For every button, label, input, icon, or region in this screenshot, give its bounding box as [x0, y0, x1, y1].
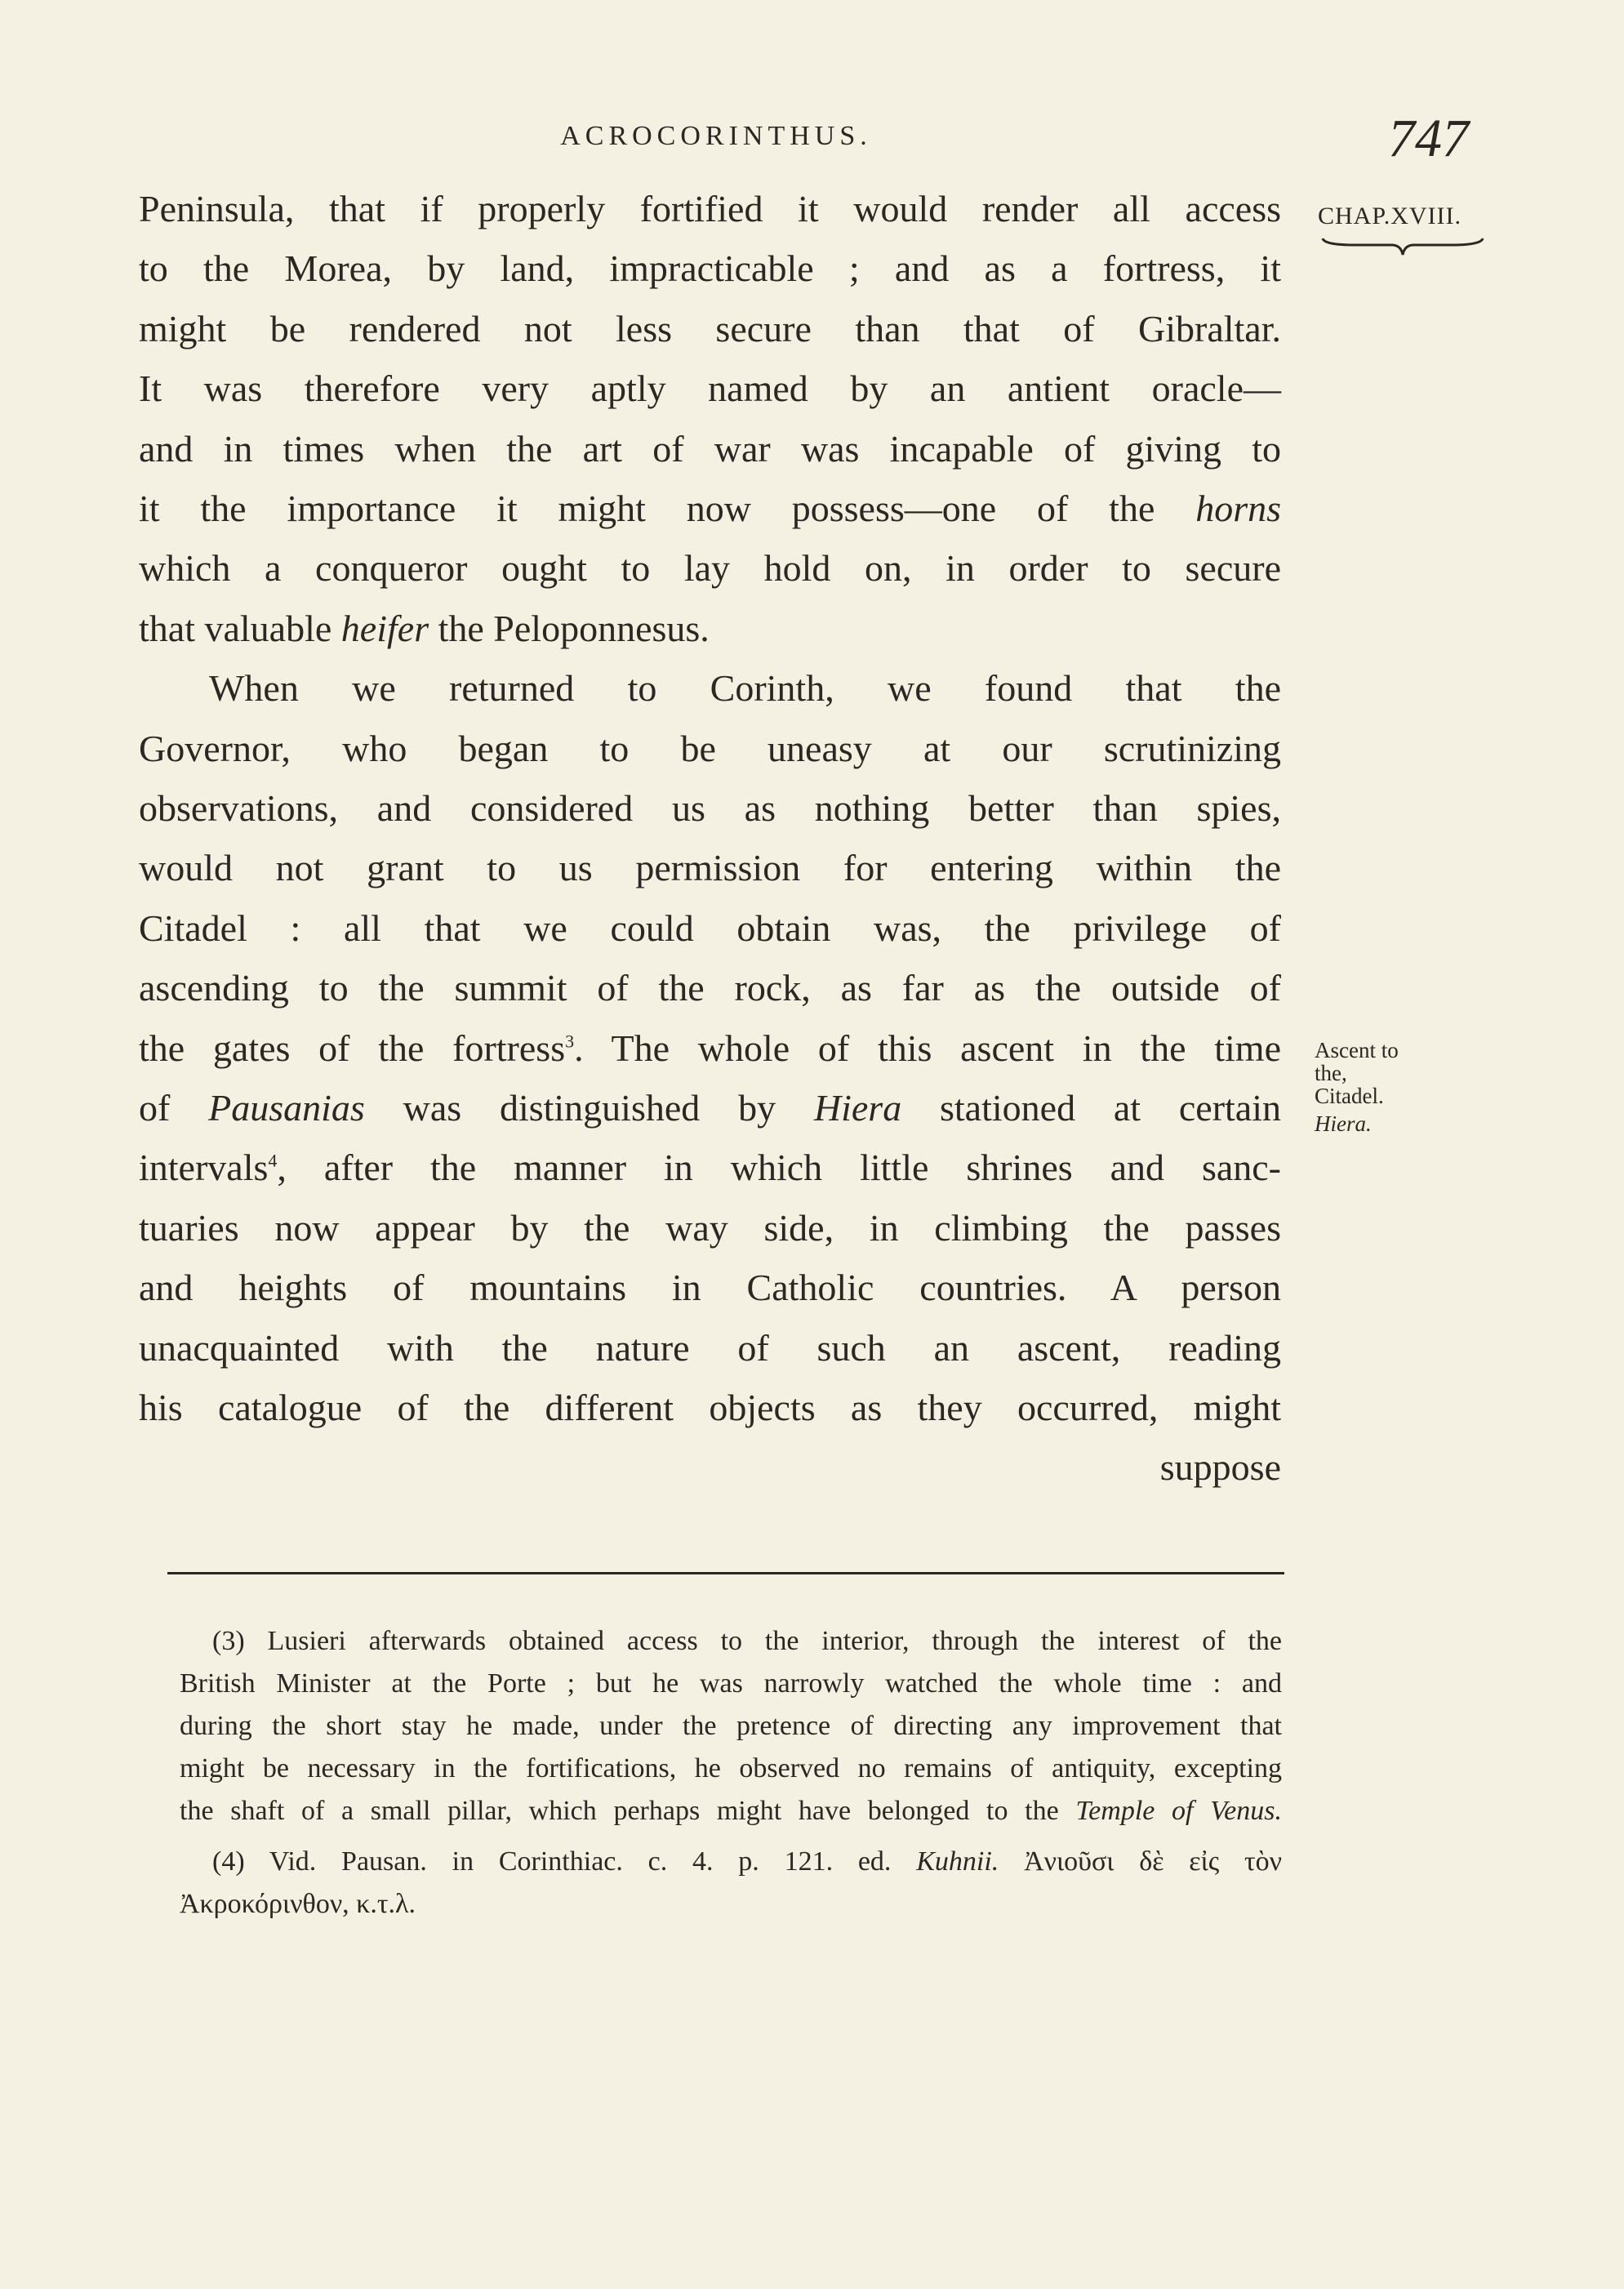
page-number: 747	[1388, 109, 1469, 168]
text-run: stationed at certain	[901, 1087, 1281, 1129]
footnote_lines-line	[180, 1663, 1282, 1704]
footnote-rule	[167, 1572, 1284, 1574]
text-run: of	[139, 1087, 209, 1129]
marginal-note-ascent	[1315, 1039, 1421, 1107]
text-run: When we returned to Corinth, we found that the	[209, 667, 1281, 710]
text-run: Ἀκροκόρινθον, κ.τ.λ.	[180, 1889, 416, 1919]
text-run: and heights of mountains in Catholic countries. A person	[139, 1267, 1281, 1309]
text-run: tuaries now appear by the way side, in climbing the passes	[139, 1206, 1281, 1249]
text-run: might be rendered not less secure than that of Gibraltar.	[139, 307, 1281, 350]
text-run: was distinguished by	[364, 1087, 814, 1129]
body_lines-line	[139, 1143, 1281, 1192]
marginal-note-hiera	[1315, 1112, 1372, 1135]
body_lines-line	[139, 724, 1281, 773]
text-run: would not grant to us permission for entering within the	[139, 847, 1281, 889]
text-run: intervals	[139, 1147, 269, 1189]
body_lines-line	[139, 544, 1281, 593]
text-run: unacquainted with the nature of such an ascent, reading	[139, 1326, 1281, 1369]
text-run: during the short stay he made, under the pretence of directing any improvement that	[180, 1711, 1282, 1741]
text-run: suppose	[1159, 1446, 1281, 1489]
text-run: (3) Lusieri afterwards obtained access to the interior, through the interest of the	[212, 1626, 1282, 1656]
body_lines-line	[139, 1324, 1281, 1373]
text-run: Citadel : all that we could obtain was, the privilege of	[139, 906, 1281, 949]
body_lines-line	[139, 604, 1281, 653]
marginal-note-text: Hiera.	[1315, 1111, 1372, 1136]
text-run: observations, and considered us as nothing better than spies,	[139, 787, 1281, 829]
text-run: Ἀνιοῦσι δὲ εἰς τὸν	[999, 1846, 1283, 1877]
body_lines-line	[139, 1204, 1281, 1253]
italic-text: Pausanias	[208, 1087, 365, 1129]
footnote_lines-line	[180, 1621, 1282, 1662]
body_lines-line	[139, 1084, 1281, 1133]
text-run: his catalogue of the different objects as they occurred, might	[139, 1387, 1281, 1428]
text-run: , after the manner in which little shrines and sanc-	[277, 1147, 1281, 1189]
footnote-ref: 4	[268, 1151, 278, 1172]
italic-text: Kuhnii.	[916, 1846, 999, 1877]
text-run: Governor, who began to be uneasy at our scrutinizing	[139, 727, 1281, 769]
body_lines-line	[139, 1024, 1281, 1073]
body_lines-line	[139, 305, 1281, 354]
italic-text: heifer	[340, 607, 429, 649]
body_lines-line	[139, 1263, 1281, 1312]
text-run: might be necessary in the fortifications, he observed no remains of antiquity, excepting	[180, 1753, 1282, 1784]
body_lines-line	[139, 784, 1281, 833]
italic-text: horns	[1195, 488, 1281, 529]
body_lines-line	[139, 425, 1281, 474]
footnote_lines-line	[180, 1791, 1282, 1832]
body_lines-line	[139, 904, 1281, 953]
footnote_lines-line	[180, 1706, 1282, 1747]
text-run: and in times when the art of war was incapable of giving to	[139, 427, 1281, 470]
text-run: (4) Vid. Pausan. in Corinthiac. c. 4. p. 121. ed.	[212, 1846, 917, 1877]
text-run: which a conqueror ought to lay hold on, in order to secure	[139, 547, 1281, 590]
body_lines-line	[139, 364, 1281, 413]
marginal-note-text: Ascent to the, Citadel.	[1315, 1038, 1399, 1108]
body_lines-line	[139, 484, 1281, 533]
text-run: British Minister at the Porte ; but he was narrowly watched the whole time : and	[180, 1668, 1282, 1699]
text-run: that valuable	[139, 607, 341, 649]
body_lines-line	[139, 185, 1281, 234]
text-run: It was therefore very aptly named by an antient oracle—	[139, 367, 1281, 410]
text-run: the gates of the fortress	[139, 1026, 566, 1069]
chapter-marginal: CHAP.XVIII.	[1318, 203, 1462, 229]
footnote_lines-line	[180, 1748, 1282, 1789]
body_lines-line	[139, 244, 1281, 293]
text-run: it the importance it might now possess—one of the	[139, 488, 1196, 529]
footnote-ref: 3	[565, 1031, 575, 1052]
body_lines-line	[139, 1383, 1281, 1432]
body_lines-line	[139, 664, 1281, 713]
running-head: ACROCORINTHUS.	[560, 121, 872, 151]
footnote_lines-line	[180, 1884, 1282, 1925]
text-run: . The whole of this ascent in the time	[574, 1026, 1281, 1069]
text-run: ascending to the summit of the rock, as far as the outside of	[139, 967, 1281, 1009]
body_lines-line	[139, 964, 1281, 1013]
footnote_lines-line	[180, 1841, 1282, 1882]
brace-ornament	[1321, 235, 1484, 260]
text-run: the Peloponnesus.	[429, 607, 710, 649]
body_lines-line	[139, 1443, 1281, 1492]
italic-text: Hiera	[813, 1087, 902, 1129]
text-run: to the Morea, by land, impracticable ; and as a fortress, it	[139, 247, 1281, 290]
text-run: Peninsula, that if properly fortified it would render all access	[139, 188, 1281, 229]
text-run: the shaft of a small pillar, which perhaps might have belonged to the	[180, 1796, 1076, 1826]
italic-text: Temple of Venus.	[1075, 1796, 1282, 1826]
body_lines-line	[139, 844, 1281, 893]
